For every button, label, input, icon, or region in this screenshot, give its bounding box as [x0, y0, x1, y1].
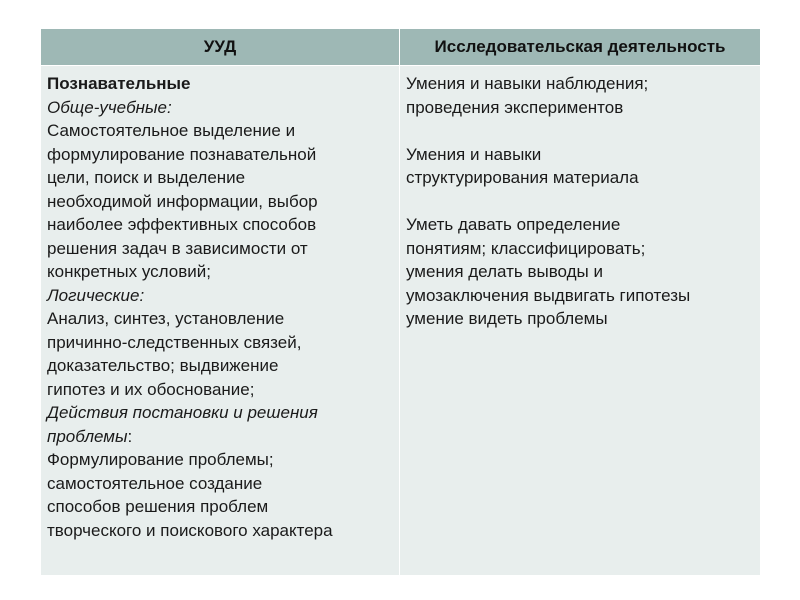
problem-line: Формулирование проблемы; [47, 450, 274, 469]
right-cell [400, 66, 761, 576]
header-uud: УУД [41, 29, 400, 66]
logical-line: гипотез и их обоснование; [47, 379, 255, 399]
uud-table [40, 28, 761, 576]
definition-skills-line: умения делать выводы и [406, 262, 603, 281]
observation-skills-line: Умения и навыки наблюдения; [406, 74, 649, 93]
problem-heading-word: проблемы [47, 426, 128, 446]
problem-heading: Действия постановки и решения [47, 403, 318, 422]
problem-line: самостоятельное создание [47, 473, 263, 493]
logical-heading: Логические: [47, 285, 145, 305]
general-line: цели, поиск и выделение [47, 168, 246, 187]
problem-line: творческого и поискового характера [47, 520, 333, 540]
definition-skills-line: умозаключения выдвигать гипотезы [406, 285, 691, 305]
general-line: необходимой информации, выбор [47, 191, 318, 211]
definition-skills-line: умение видеть проблемы [406, 309, 608, 328]
problem-heading-colon: : [127, 426, 133, 446]
general-line: Самостоятельное выделение и [47, 121, 296, 140]
cognitive-title: Познавательные [47, 74, 191, 93]
header-row [41, 29, 761, 66]
structuring-skills-line: Умения и навыки [406, 144, 542, 164]
general-line: наиболее эффективных способов [47, 215, 317, 234]
observation-skills-line: проведения экспериментов [406, 97, 624, 117]
general-line: формулирование познавательной [47, 144, 317, 164]
research-activity-content [400, 66, 760, 331]
left-cell [41, 66, 400, 576]
definition-skills-line: понятиям; классифицировать; [406, 238, 646, 258]
header-research-activity: Исследовательская деятельность [400, 29, 761, 66]
general-line: решения задач в зависимости от [47, 238, 308, 258]
general-educational-heading: Обще-учебные: [47, 97, 172, 117]
logical-line: причинно-следственных связей, [47, 332, 302, 352]
problem-heading-cont [47, 425, 395, 449]
structuring-skills-line: структурирования материала [406, 168, 639, 187]
general-line: конкретных условий; [47, 262, 211, 281]
definition-skills-line: Уметь давать определение [406, 215, 621, 234]
logical-line: доказательство; выдвижение [47, 356, 279, 375]
logical-line: Анализ, синтез, установление [47, 309, 285, 328]
spacer [406, 119, 756, 143]
problem-line: способов решения проблем [47, 497, 269, 516]
content-row [41, 66, 761, 576]
spacer [406, 190, 756, 214]
cognitive-uud-content [41, 66, 399, 542]
